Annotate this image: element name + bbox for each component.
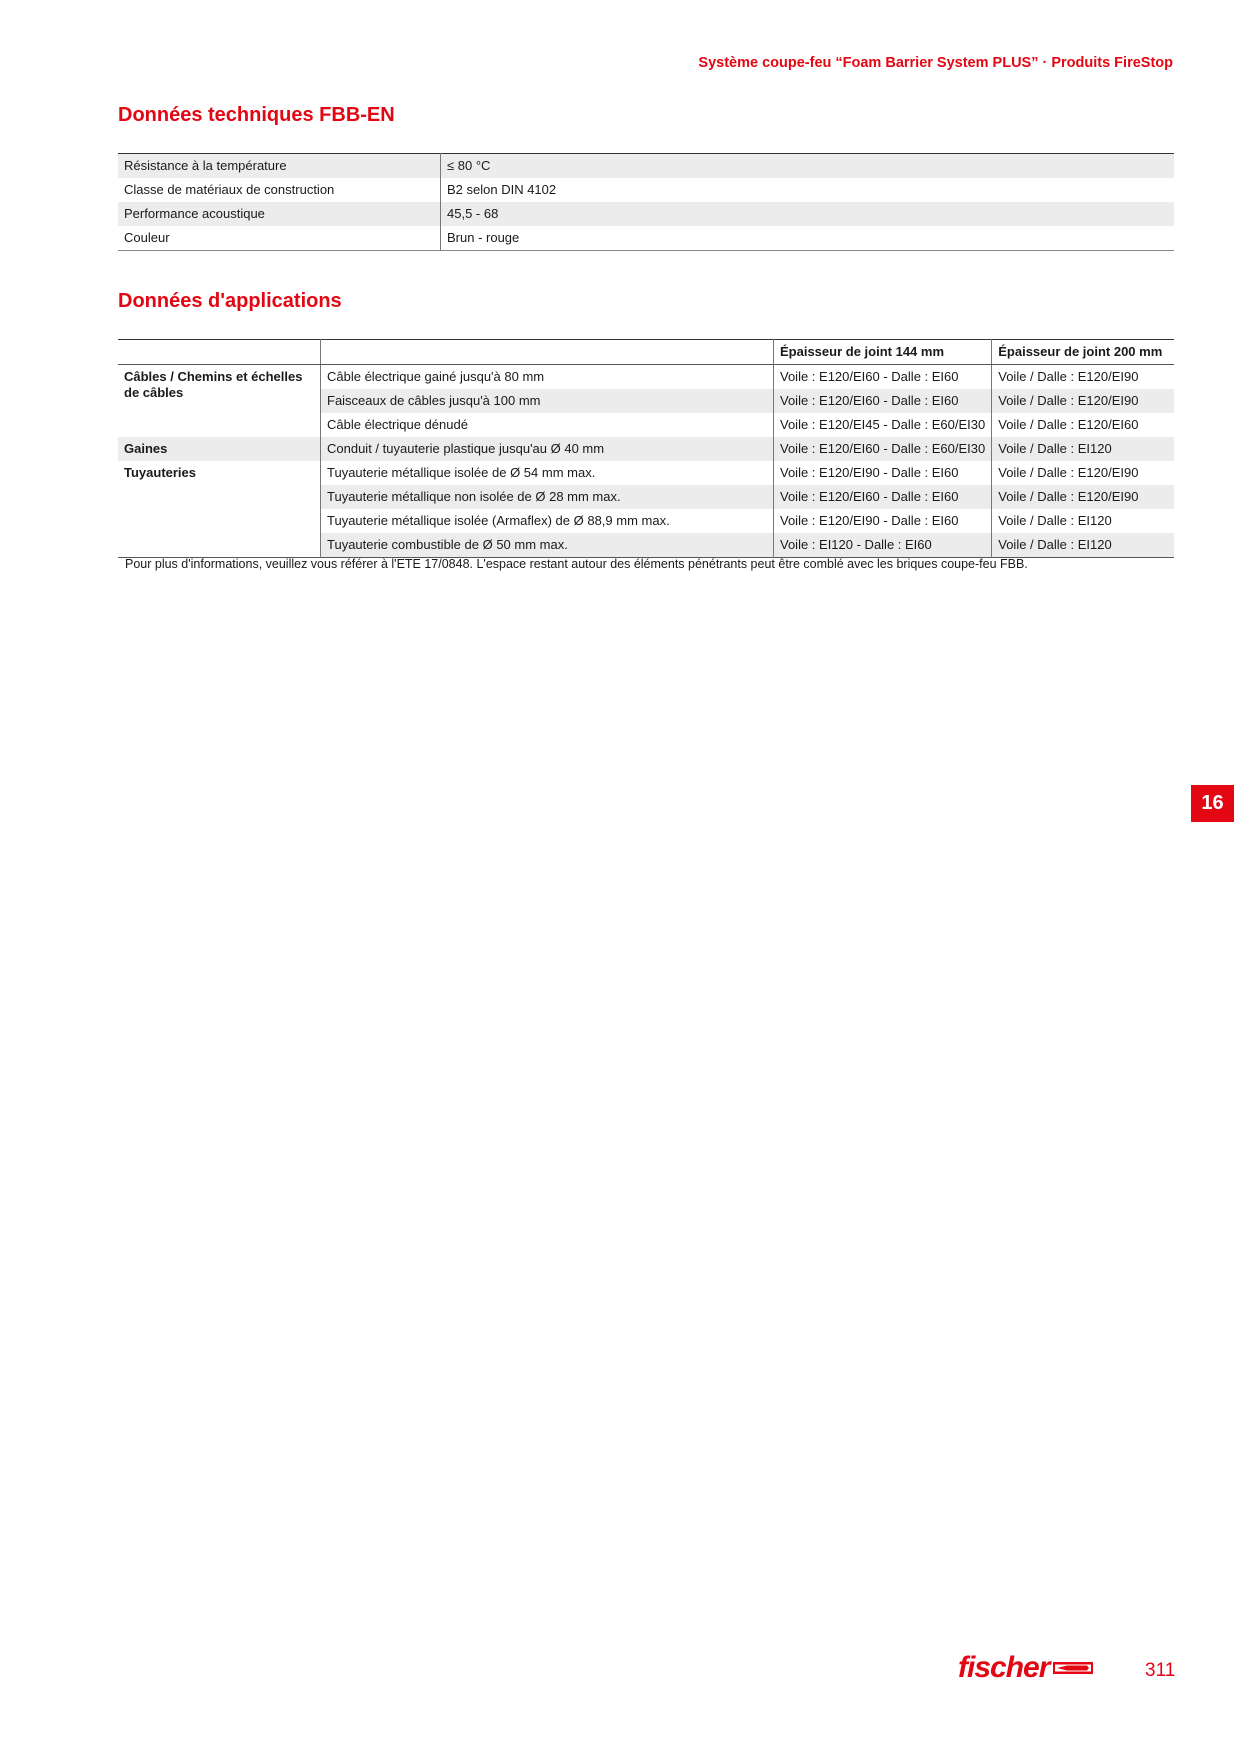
header-144mm: Épaisseur de joint 144 mm bbox=[774, 340, 992, 365]
tech-value: ≤ 80 °C bbox=[441, 154, 1175, 179]
group-label-gaines: Gaines bbox=[118, 437, 321, 461]
header-empty bbox=[321, 340, 774, 365]
row-144: Voile : EI120 - Dalle : EI60 bbox=[774, 533, 992, 558]
row-200: Voile / Dalle : EI120 bbox=[992, 437, 1174, 461]
tech-label: Classe de matériaux de construction bbox=[118, 178, 441, 202]
row-144: Voile : E120/EI45 - Dalle : E60/EI30 bbox=[774, 413, 992, 437]
row-144: Voile : E120/EI90 - Dalle : EI60 bbox=[774, 509, 992, 533]
table-row bbox=[118, 154, 1174, 179]
row-200: Voile / Dalle : E120/EI60 bbox=[998, 417, 1139, 432]
group-label-cables: Câbles / Chemins et échelles de câbles bbox=[118, 365, 321, 438]
table-row bbox=[118, 178, 1174, 202]
table-row bbox=[118, 461, 1174, 485]
table-row bbox=[118, 437, 1174, 461]
tech-section-title: Données techniques FBB-EN bbox=[118, 104, 395, 126]
table-row bbox=[118, 202, 1174, 226]
row-200: Voile / Dalle : E120/EI90 bbox=[998, 369, 1139, 384]
tech-label: Performance acoustique bbox=[118, 202, 441, 226]
row-200: Voile / Dalle : EI120 bbox=[992, 533, 1174, 558]
header-200mm: Épaisseur de joint 200 mm bbox=[992, 340, 1174, 365]
tech-data-table bbox=[118, 153, 1174, 251]
row-144: Voile : E120/EI60 - Dalle : EI60 bbox=[774, 485, 992, 509]
tech-value: Brun - rouge bbox=[447, 230, 520, 245]
running-header: Système coupe-feu “Foam Barrier System PLUS” · Produits FireStop bbox=[698, 55, 1173, 71]
table-header-row bbox=[118, 340, 1174, 365]
row-desc: Conduit / tuyauterie plastique jusqu'au Ø 40 mm bbox=[321, 437, 774, 461]
row-200: Voile / Dalle : E120/EI90 bbox=[998, 465, 1139, 480]
fischer-logo bbox=[958, 1651, 1093, 1685]
app-section-title: Données d'applications bbox=[118, 290, 342, 312]
row-200: Voile / Dalle : E120/EI90 bbox=[992, 485, 1174, 509]
row-desc: Tuyauterie combustible de Ø 50 mm max. bbox=[321, 533, 774, 558]
tech-value: 45,5 - 68 bbox=[441, 202, 1175, 226]
row-144: Voile : E120/EI60 - Dalle : EI60 bbox=[774, 389, 992, 413]
row-desc: Câble électrique gainé jusqu'à 80 mm bbox=[321, 365, 774, 390]
group-label-tuyauteries: Tuyauteries bbox=[118, 461, 321, 558]
tech-label: Résistance à la température bbox=[118, 154, 441, 179]
chapter-tab: 16 bbox=[1191, 785, 1234, 822]
row-144: Voile : E120/EI90 - Dalle : EI60 bbox=[774, 461, 992, 485]
row-desc: Tuyauterie métallique isolée (Armaflex) de Ø 88,9 mm max. bbox=[321, 509, 774, 533]
row-desc: Tuyauterie métallique non isolée de Ø 28 mm max. bbox=[321, 485, 774, 509]
row-200: Voile / Dalle : EI120 bbox=[998, 513, 1112, 528]
row-144: Voile : E120/EI60 - Dalle : E60/EI30 bbox=[774, 437, 992, 461]
tech-value: B2 selon DIN 4102 bbox=[447, 182, 557, 197]
row-desc: Tuyauterie métallique isolée de Ø 54 mm max. bbox=[321, 461, 774, 485]
table-footnote: Pour plus d'informations, veuillez vous référer à l'ETE 17/0848. L'espace restant autour des éléments pénétrants peut être comblé avec les briques coupe-feu FBB. bbox=[125, 557, 1028, 571]
table-row bbox=[118, 365, 1174, 390]
table-row bbox=[118, 226, 1174, 251]
tech-label: Couleur bbox=[118, 226, 441, 251]
row-144: Voile : E120/EI60 - Dalle : EI60 bbox=[774, 365, 992, 390]
logo-wordmark: fischer bbox=[958, 1651, 1050, 1684]
header-empty bbox=[118, 340, 321, 365]
row-desc: Câble électrique dénudé bbox=[321, 413, 774, 437]
logo-plug-icon bbox=[1053, 1661, 1093, 1675]
row-200: Voile / Dalle : E120/EI90 bbox=[992, 389, 1174, 413]
page-number: 311 bbox=[1145, 1660, 1176, 1681]
row-desc: Faisceaux de câbles jusqu'à 100 mm bbox=[321, 389, 774, 413]
application-data-table bbox=[118, 339, 1174, 558]
